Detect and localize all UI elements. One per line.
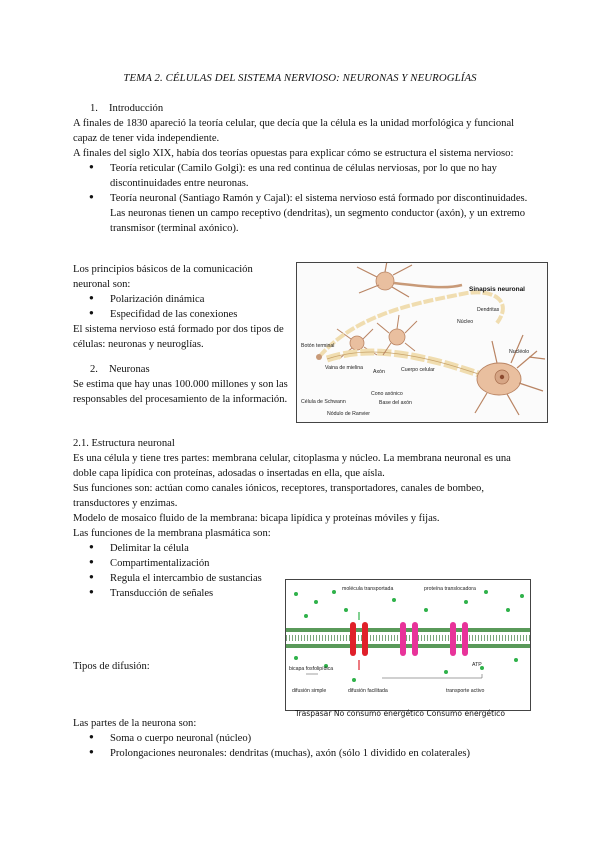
neuron-illustration (297, 263, 547, 422)
intro-paragraph-1: A finales de 1830 apareció la teoría celular, que decía que la célula es la unidad morfológica y funcional capaz de tener vida independiente. (73, 118, 515, 145)
structure-paragraph-1: Es una célula y tiene tres partes: membrana celular, citoplasma y núcleo. La membrana neuronal es una doble capa lipídica con proteínas, adosadas o insertadas en ella, que aísla. (73, 453, 511, 480)
section-1-heading (90, 101, 529, 116)
label-schwann: Célula de Schwann (301, 399, 346, 405)
label-body: Cuerpo celular (401, 367, 435, 373)
label-active: transporte activo (446, 688, 485, 694)
section-2-title: Neuronas (109, 364, 150, 375)
label-base: Base del axón (379, 400, 412, 406)
label-simple: difusión simple (292, 688, 327, 694)
section-2-1-heading: 2.1. Estructura neuronal (73, 438, 175, 449)
cell-body-icon (475, 335, 545, 415)
label-myelin: Vaina de mielina (325, 365, 363, 371)
list-item: ● Compartimentalización (73, 556, 288, 571)
bracket-lines (306, 674, 482, 678)
label-bilayer: bicapa fosfolipídica (289, 666, 334, 672)
annotation-left: Traspasar (295, 709, 332, 718)
section-estructura-neuronal (73, 436, 529, 601)
label-axon: Axón (373, 369, 385, 375)
list-item: ● Teoría neuronal (Santiago Ramón y Cajal): el sistema nervioso está formado por discontinuidades. Las neuronas tienen un campo receptivo (dendritas), un segmento conductor (axón), y un extremo transmisor (terminal axónico). (73, 191, 529, 236)
label-terminal: Botón terminal (301, 343, 335, 349)
lipid-bilayer-icon (286, 628, 530, 648)
red-channel-icon (350, 612, 368, 670)
list-item: ● Especifidad de las conexiones (73, 307, 288, 322)
section-neuronas (73, 362, 288, 407)
list-item: ● Polarización dinámica (73, 292, 288, 307)
section-2-number: 2. (90, 364, 98, 375)
principles-intro: Los principios básicos de la comunicación neuronal son: (73, 264, 253, 291)
neuron-parts-intro: Las partes de la neurona son: (73, 718, 197, 729)
neurons-paragraph: Se estima que hay unas 100.000 millones y son las responsables del procesamiento de la información. (73, 379, 288, 406)
label-ranvier: Nódulo de Ranvier (327, 411, 370, 417)
membrane-functions-list (73, 541, 288, 601)
annotation-middle: No consumo energético (333, 709, 425, 718)
list-item: ● Soma o cuerpo neuronal (núcleo) (73, 731, 529, 746)
principles-list (73, 292, 288, 322)
label-molecule: molécula transportada (342, 586, 394, 592)
membrane-illustration (286, 580, 530, 710)
terminal-button-icon (316, 354, 322, 360)
list-item: ● Prolongaciones neuronales: dendritas (muchas), axón (sólo 1 dividido en colaterales) (73, 746, 529, 761)
section-2-heading (90, 362, 288, 377)
label-nucleus: Núcleo (457, 319, 474, 325)
neuron-parts-list (73, 731, 529, 761)
list-item: ● Transducción de señales (73, 586, 288, 601)
list-item: ● Regula el intercambio de sustancias (73, 571, 288, 586)
theories-list (73, 161, 529, 236)
section-1-number: 1. (90, 103, 98, 114)
label-synapse: Sinapsis neuronal (469, 286, 525, 293)
neuron-parts-block (73, 716, 529, 761)
list-item: ● Teoría reticular (Camilo Golgi): es una red continua de células nerviosas, por lo que no hay discontinuidades entre neuronas. (73, 161, 529, 191)
section-1-title: Introducción (109, 103, 164, 114)
label-protein: proteína translocadora (424, 586, 476, 592)
label-nucleolus: Nucléolo (509, 349, 530, 355)
membrane-transport-diagram (285, 579, 531, 711)
neuron-diagram (296, 262, 548, 423)
structure-paragraph-4: Las funciones de la membrana plasmática son: (73, 528, 271, 540)
label-cone: Cono axónico (371, 391, 403, 397)
axon-myelin-icon (319, 292, 503, 375)
intro-paragraph-2: A finales del siglo XIX, había dos teorías opuestas para explicar cómo se estructura el sistema nervioso: (73, 148, 514, 160)
label-facilitated: difusión facilitada (348, 688, 388, 694)
label-atp: ATP (472, 662, 482, 668)
list-item: ● Delimitar la célula (73, 541, 288, 556)
principles-block (73, 262, 288, 352)
section-introduccion (73, 101, 529, 236)
document-title: TEMA 2. CÉLULAS DEL SISTEMA NERVIOSO: NEURONAS Y NEUROGLÍAS (123, 72, 477, 84)
cell-types-paragraph: El sistema nervioso está formado por dos tipos de células: neuronas y neuroglías. (73, 324, 284, 351)
diffusion-label: Tipos de difusión: (73, 661, 150, 672)
annotation-right: Consumo energético (426, 709, 506, 718)
label-dendrites: Dendritas (477, 307, 500, 313)
structure-paragraph-2: Sus funciones son: actúan como canales iónicos, receptores, transportadores, canales de bombeo, transductores y enzimas. (73, 483, 484, 510)
structure-paragraph-3: Modelo de mosaico fluido de la membrana: bicapa lipídica y proteínas móviles y fijas. (73, 513, 440, 525)
